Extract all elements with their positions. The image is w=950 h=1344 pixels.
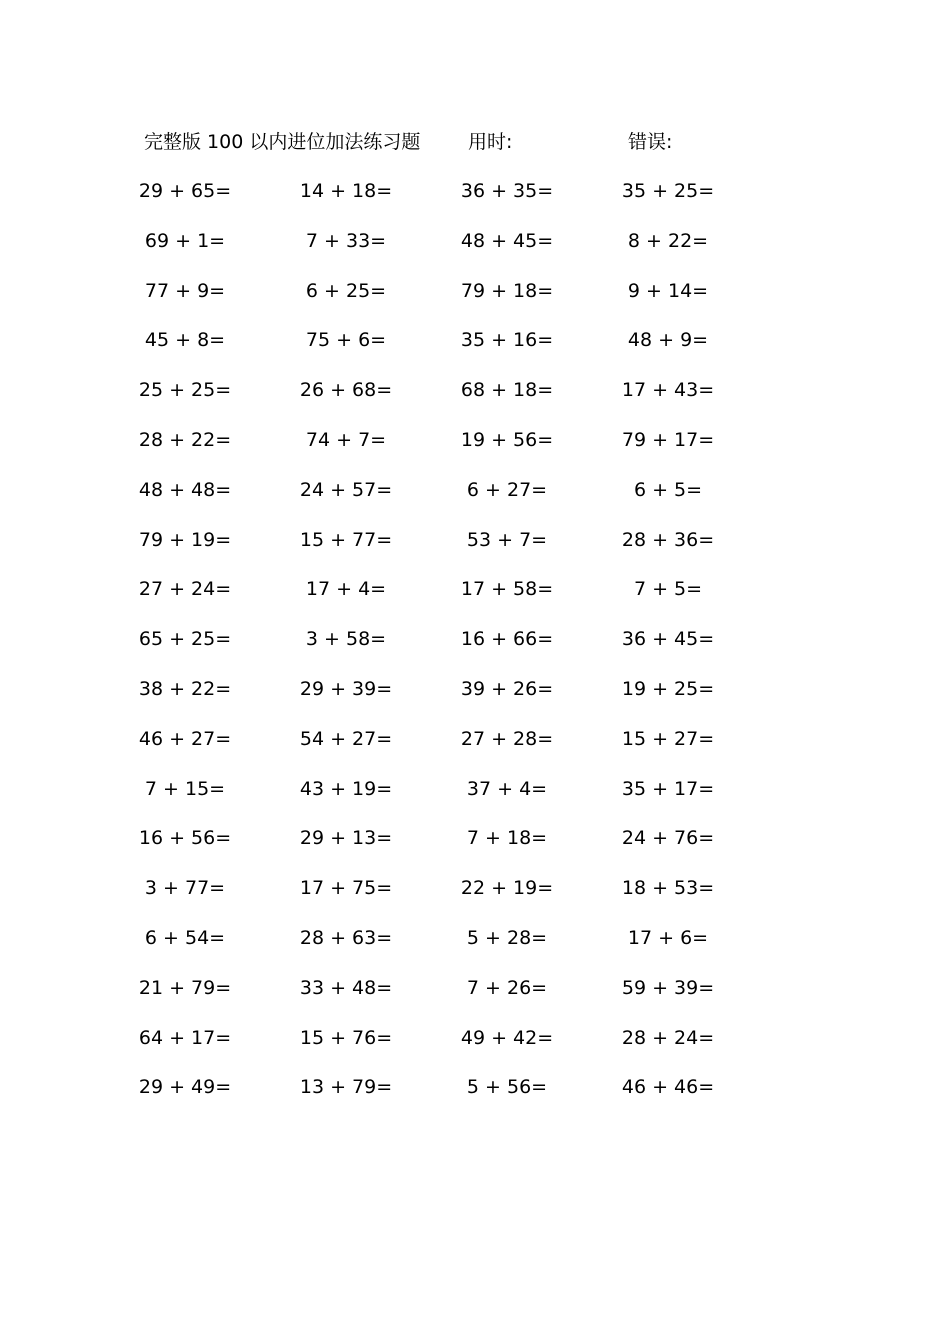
problem-item: 75 + 6= [305, 329, 387, 352]
problem-row [0, 674, 950, 704]
problem-item: 53 + 7= [466, 528, 548, 551]
problem-item: 16 + 56= [138, 827, 232, 850]
problem-item: 39 + 26= [460, 678, 554, 700]
problem-item: 15 + 77= [299, 528, 393, 551]
problem-item: 7 + 26= [466, 976, 548, 999]
problem-item: 26 + 68= [299, 379, 393, 402]
problem-item: 7 + 18= [466, 827, 548, 850]
problem-item: 49 + 42= [460, 1026, 554, 1049]
problem-item: 74 + 7= [305, 429, 387, 451]
problem-item: 36 + 35= [460, 180, 554, 202]
problem-item: 45 + 8= [144, 329, 226, 352]
problem-item: 17 + 6= [627, 927, 709, 949]
problem-item: 6 + 54= [144, 927, 226, 949]
problem-item: 24 + 76= [621, 827, 715, 850]
problem-item: 79 + 17= [621, 429, 715, 451]
problem-item: 28 + 22= [138, 429, 232, 451]
problem-row [0, 475, 950, 505]
problem-item: 13 + 79= [299, 1076, 393, 1099]
worksheet-header [0, 128, 950, 158]
problem-item: 36 + 45= [621, 628, 715, 651]
problem-item: 17 + 4= [305, 578, 387, 601]
problem-item: 46 + 46= [621, 1076, 715, 1099]
problem-item: 5 + 28= [466, 927, 548, 949]
time-label: 用时: [468, 131, 513, 153]
problem-item: 43 + 19= [299, 777, 393, 800]
problem-row [0, 1072, 950, 1102]
problem-item: 9 + 14= [627, 279, 709, 302]
problem-item: 64 + 17= [138, 1026, 232, 1049]
problem-row [0, 325, 950, 355]
problem-item: 22 + 19= [460, 877, 554, 900]
problem-item: 29 + 39= [299, 678, 393, 700]
problem-item: 59 + 39= [621, 976, 715, 999]
problem-item: 28 + 36= [621, 528, 715, 551]
problem-item: 28 + 63= [299, 927, 393, 949]
problem-row [0, 425, 950, 455]
problem-item: 29 + 65= [138, 180, 232, 202]
problem-item: 19 + 56= [460, 429, 554, 451]
problem-item: 29 + 13= [299, 827, 393, 850]
problem-row [0, 1023, 950, 1053]
problem-item: 24 + 57= [299, 478, 393, 501]
problem-item: 6 + 27= [466, 478, 548, 501]
problem-item: 77 + 9= [144, 279, 226, 302]
problem-item: 5 + 56= [466, 1076, 548, 1099]
problem-item: 19 + 25= [621, 678, 715, 700]
problem-row [0, 375, 950, 405]
problem-item: 7 + 15= [144, 777, 226, 800]
problem-item: 37 + 4= [466, 777, 548, 800]
problem-item: 17 + 75= [299, 877, 393, 900]
problem-item: 79 + 19= [138, 528, 232, 551]
problem-item: 35 + 17= [621, 777, 715, 800]
problem-item: 6 + 25= [305, 279, 387, 302]
problem-row [0, 923, 950, 953]
problem-row [0, 276, 950, 306]
problem-item: 79 + 18= [460, 279, 554, 302]
problem-item: 29 + 49= [138, 1076, 232, 1099]
problem-item: 48 + 45= [460, 229, 554, 252]
problem-item: 54 + 27= [299, 727, 393, 750]
problem-item: 16 + 66= [460, 628, 554, 651]
problem-row [0, 176, 950, 206]
problem-item: 7 + 5= [633, 578, 703, 601]
problem-item: 15 + 76= [299, 1026, 393, 1049]
problem-row [0, 624, 950, 654]
problem-item: 46 + 27= [138, 727, 232, 750]
problem-item: 14 + 18= [299, 180, 393, 202]
problem-item: 7 + 33= [305, 229, 387, 252]
problem-row [0, 226, 950, 256]
problem-row [0, 724, 950, 754]
problem-item: 69 + 1= [144, 229, 226, 252]
problem-row [0, 525, 950, 555]
problem-item: 17 + 58= [460, 578, 554, 601]
problem-item: 8 + 22= [627, 229, 709, 252]
problem-item: 35 + 25= [621, 180, 715, 202]
problem-item: 25 + 25= [138, 379, 232, 402]
problem-item: 65 + 25= [138, 628, 232, 651]
problem-item: 28 + 24= [621, 1026, 715, 1049]
problem-item: 48 + 48= [138, 478, 232, 501]
problem-row [0, 873, 950, 903]
problem-item: 27 + 24= [138, 578, 232, 601]
problem-item: 38 + 22= [138, 678, 232, 700]
problem-item: 48 + 9= [627, 329, 709, 352]
problem-item: 18 + 53= [621, 877, 715, 900]
problem-item: 21 + 79= [138, 976, 232, 999]
problem-item: 3 + 77= [144, 877, 226, 900]
problem-item: 33 + 48= [299, 976, 393, 999]
worksheet-title: 完整版 100 以内进位加法练习题 [144, 131, 421, 153]
error-label: 错误: [628, 131, 673, 153]
problem-item: 17 + 43= [621, 379, 715, 402]
problem-item: 3 + 58= [305, 628, 387, 651]
problem-item: 27 + 28= [460, 727, 554, 750]
problem-item: 35 + 16= [460, 329, 554, 352]
problem-row [0, 574, 950, 604]
problem-item: 68 + 18= [460, 379, 554, 402]
problem-row [0, 774, 950, 804]
problem-row [0, 823, 950, 853]
problem-row [0, 973, 950, 1003]
problem-item: 15 + 27= [621, 727, 715, 750]
problem-item: 6 + 5= [633, 478, 703, 501]
